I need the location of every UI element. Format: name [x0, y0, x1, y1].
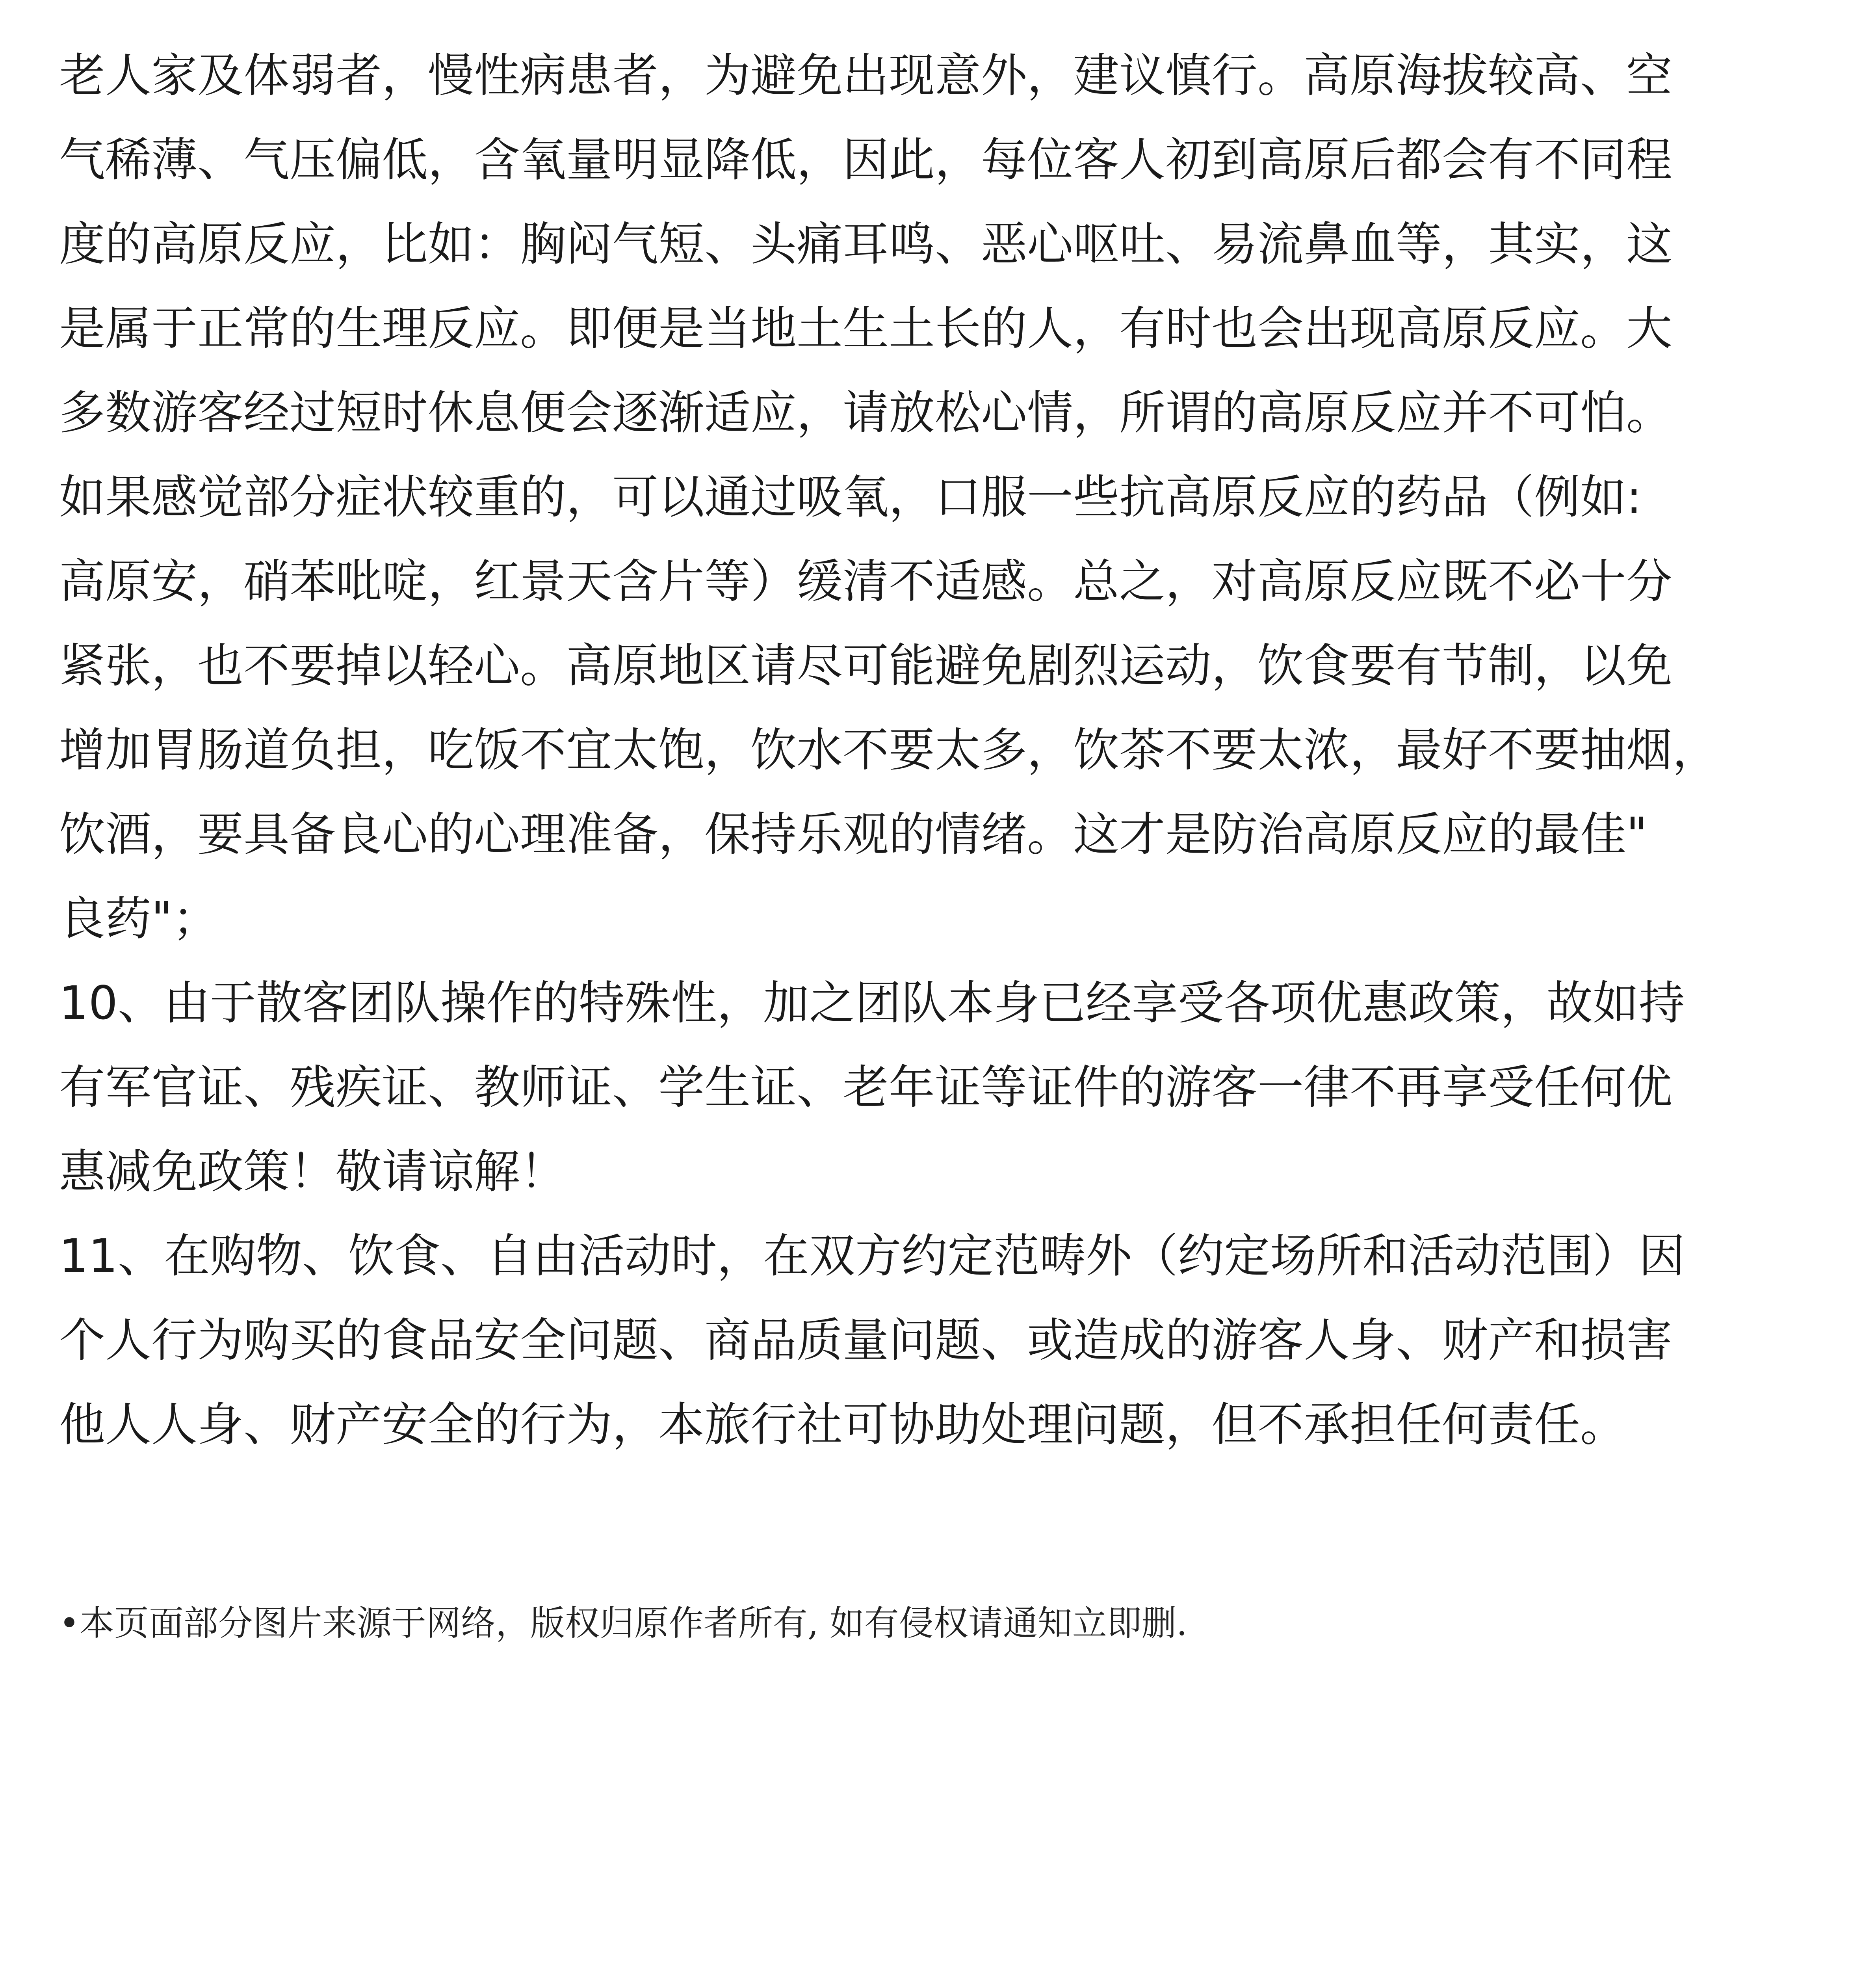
item-10-line: 10、由于散客团队操作的特殊性，加之团队本身已经享受各项优惠政策，故如持	[59, 976, 1685, 1030]
text-line: 度的高原反应，比如：胸闷气短、头痛耳鸣、恶心呕吐、易流鼻血等，其实，这	[59, 217, 1673, 271]
item-11-line: 个人行为购买的食品安全问题、商品质量问题、或造成的游客人身、财产和损害	[59, 1313, 1673, 1367]
document-body	[59, 33, 1824, 1467]
text-line: 如果感觉部分症状较重的，可以通过吸氧，口服一些抗高原反应的药品（例如:	[59, 470, 1642, 524]
text-line: 良药"；	[59, 892, 219, 946]
text-line: 多数游客经过短时休息便会逐渐适应，请放松心情，所谓的高原反应并不可怕。	[59, 386, 1673, 440]
text-line: 高原安，硝苯吡啶，红景天含片等）缓清不适感。总之，对高原反应既不必十分	[59, 554, 1673, 608]
text-line: 紧张，也不要掉以轻心。高原地区请尽可能避免剧烈运动，饮食要有节制，以免	[59, 639, 1673, 693]
copyright-footnote: •本页面部分图片来源于网络，版权归原作者所有, 如有侵权请通知立即删.	[59, 1603, 1187, 1643]
text-line: 老人家及体弱者，慢性病患者，为避免出现意外，建议慎行。高原海拔较高、空	[59, 48, 1673, 102]
notice-paragraph	[59, 33, 1824, 1467]
text-line: 饮酒，要具备良心的心理准备，保持乐观的情绪。这才是防治高原反应的最佳"	[59, 807, 1648, 861]
text-line: 增加胃肠道负担，吃饭不宜太饱，饮水不要太多，饮茶不要太浓，最好不要抽烟，	[59, 723, 1719, 777]
item-11-line: 他人人身、财产安全的行为，本旅行社可协助处理问题，但不承担任何责任。	[59, 1398, 1627, 1451]
item-10-line: 有军官证、残疾证、教师证、学生证、老年证等证件的游客一律不再享受任何优	[59, 1060, 1673, 1114]
item-10-line: 惠减免政策！敬请谅解！	[59, 1145, 567, 1199]
text-line: 是属于正常的生理反应。即便是当地土生土长的人，有时也会出现高原反应。大	[59, 301, 1673, 355]
text-line: 气稀薄、气压偏低，含氧量明显降低，因此，每位客人初到高原后都会有不同程	[59, 133, 1673, 187]
item-11-line: 11、在购物、饮食、自由活动时，在双方约定范畴外（约定场所和活动范围）因	[59, 1229, 1685, 1283]
